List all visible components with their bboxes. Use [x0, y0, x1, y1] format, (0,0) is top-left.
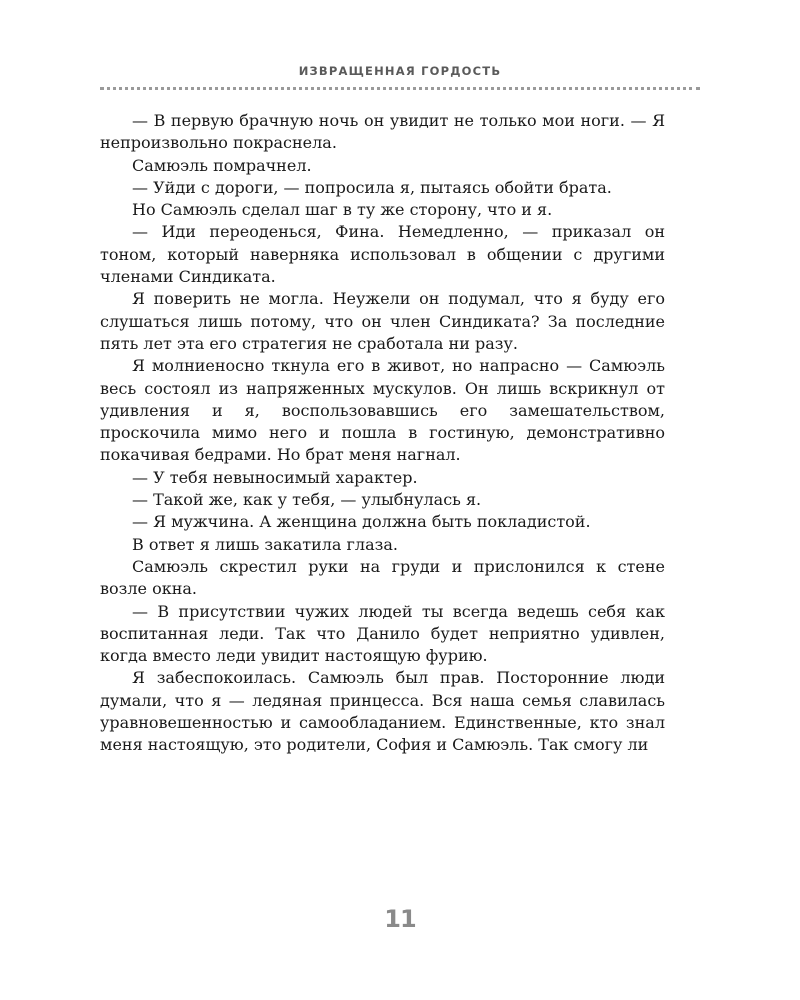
paragraph: Самюэль скрестил руки на груди и прислонился к стене возле окна.	[100, 556, 665, 599]
paragraph: Я забеспокоилась. Самюэль был прав. Посторонние люди думали, что я — ледяная принцесса. Вся наша семья славилась уравновешенностью и самообладанием. Единственные, кто знал меня настоящую, это родители, София и Самюэль. Так смогу ли	[100, 668, 665, 755]
header-divider	[100, 87, 700, 90]
paragraph: В ответ я лишь закатила глаза.	[132, 534, 398, 554]
paragraph: — В присутствии чужих людей ты всегда ведешь себя как воспитанная леди. Так что Данило будет неприятно удивлен, когда вместо леди увидит настоящую фурию.	[100, 601, 665, 666]
body-text	[100, 110, 665, 757]
paragraph: Я поверить не могла. Неужели он подумал, что я буду его слушаться лишь потому, что он член Синдиката? За последние пять лет эта его стратегия не сработала ни разу.	[100, 289, 665, 353]
paragraph: — Уйди с дороги, — попросила я, пытаясь обойти брата.	[132, 177, 612, 197]
paragraph: — Я мужчина. А женщина должна быть покладистой.	[132, 512, 591, 532]
paragraph: Самюэль помрачнел.	[132, 155, 312, 175]
paragraph: Я молниеносно ткнула его в живот, но напрасно — Самюэль весь состоял из напряженных мускулов. Он лишь вскрикнул от удивления и я, воспользовавшись его замешательством, проскочила мимо него и пошла в гостиную, демонстративно покачивая бедрами. Но брат меня нагнал.	[100, 356, 665, 465]
paragraph: Но Самюэль сделал шаг в ту же сторону, что и я.	[132, 200, 553, 220]
paragraph: — У тебя невыносимый характер.	[132, 467, 418, 487]
paragraph: — В первую брачную ночь он увидит не только мои ноги. — Я непроизвольно покраснела.	[100, 111, 665, 153]
running-title: ИЗВРАЩЕННАЯ ГОРДОСТЬ	[298, 64, 502, 78]
page-number: 11	[384, 905, 416, 933]
paragraph: — Такой же, как у тебя, — улыбнулась я.	[132, 490, 482, 510]
paragraph: — Иди переоденься, Фина. Немедленно, — приказал он тоном, который наверняка использовал в общении с другими членами Синдиката.	[100, 222, 665, 287]
